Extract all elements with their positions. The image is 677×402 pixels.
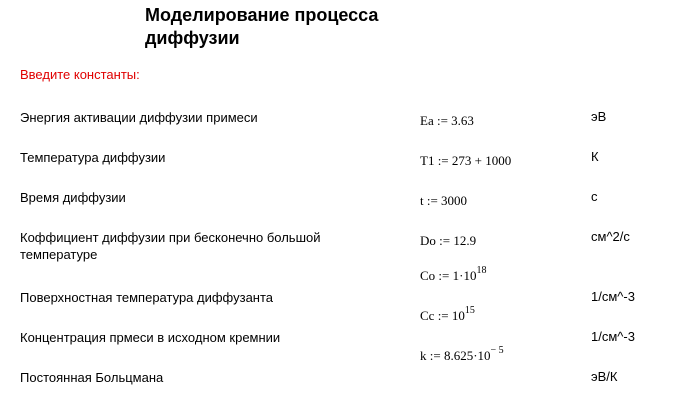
unit-ev-per-k: эВ/К bbox=[591, 369, 618, 384]
unit-cm2-per-s: см^2/с bbox=[591, 229, 630, 244]
constants-prompt: Введите константы: bbox=[20, 67, 140, 82]
unit-per-cm3-initial: 1/см^-3 bbox=[591, 329, 635, 344]
formula-k[interactable] bbox=[420, 344, 504, 363]
formula-cc[interactable] bbox=[420, 304, 475, 323]
label-diffusion-temperature: Температура диффузии bbox=[20, 150, 166, 165]
unit-kelvin: К bbox=[591, 149, 599, 164]
formula-cc-base: Cc := 10 bbox=[420, 308, 465, 323]
formula-k-base: k := 8.625·10 bbox=[420, 348, 491, 363]
formula-co[interactable] bbox=[420, 264, 487, 283]
unit-per-cm3-surface: 1/см^-3 bbox=[591, 289, 635, 304]
formula-t[interactable]: t := 3000 bbox=[420, 193, 468, 208]
label-diffusion-coefficient: Коффициент диффузии при бесконечно большой температуре bbox=[20, 230, 321, 262]
formula-t1[interactable]: T1 := 273 + 1000 bbox=[420, 153, 512, 168]
formula-co-exponent: 18 bbox=[476, 264, 487, 276]
page-title: Моделирование процесса диффузии bbox=[145, 5, 379, 48]
unit-ev: эВ bbox=[591, 109, 607, 124]
formula-do[interactable]: Do := 12.9 bbox=[420, 233, 477, 248]
formula-ea[interactable]: Ea := 3.63 bbox=[420, 113, 474, 128]
label-boltzmann-constant: Постоянная Больцмана bbox=[20, 370, 164, 385]
formula-co-base: Co := 1·10 bbox=[420, 268, 477, 283]
label-activation-energy: Энергия активации диффузии примеси bbox=[20, 110, 258, 125]
label-surface-concentration: Поверхностная температура диффузанта bbox=[20, 290, 274, 305]
formula-cc-exponent: 15 bbox=[464, 304, 475, 316]
unit-seconds: с bbox=[591, 189, 598, 204]
label-initial-concentration: Концентрация прмеси в исходном кремнии bbox=[20, 330, 281, 345]
label-diffusion-time: Время диффузии bbox=[20, 190, 126, 205]
formula-k-exponent: − 5 bbox=[490, 344, 504, 356]
